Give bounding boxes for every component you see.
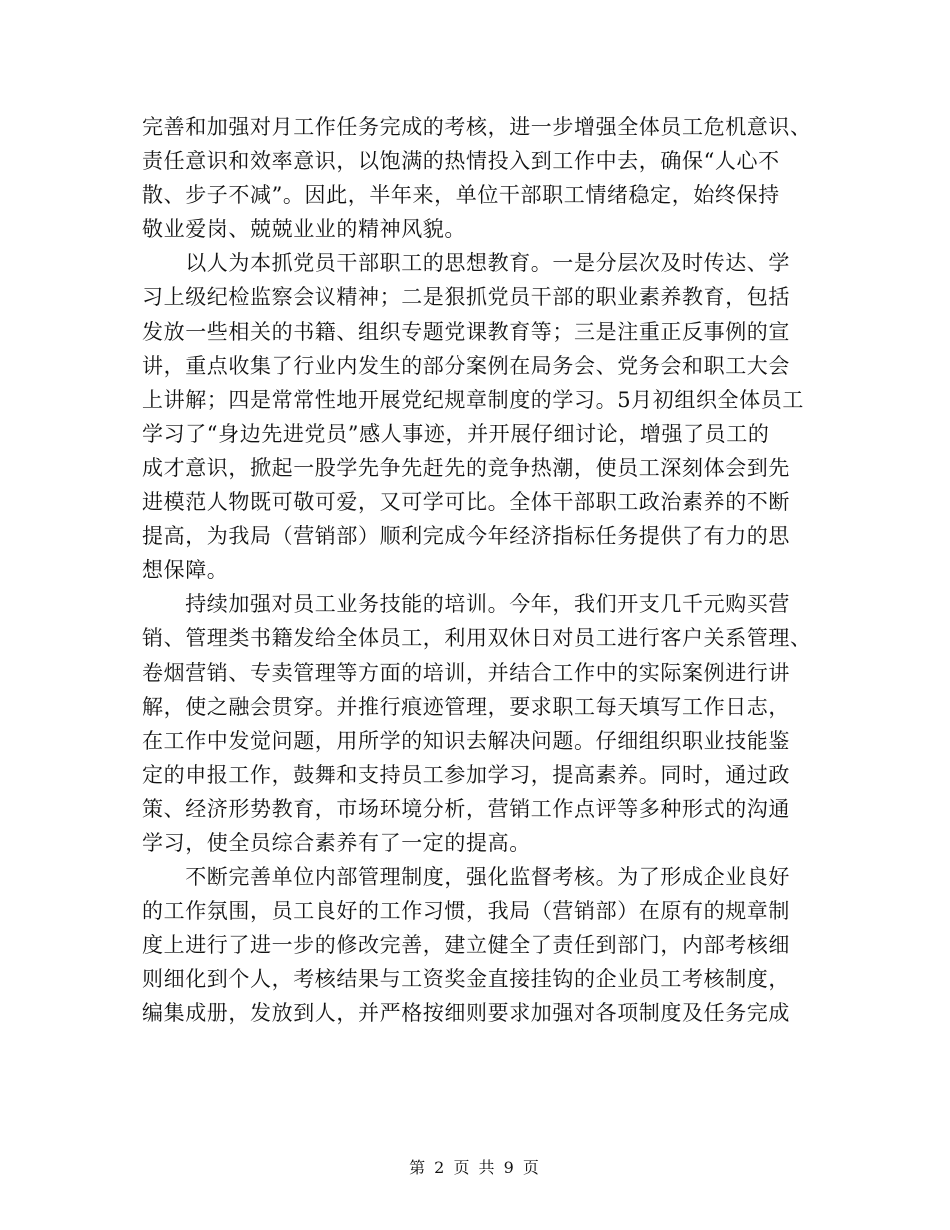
text-line: 讲，重点收集了行业内发生的部分案例在局务会、党务会和职工大会 xyxy=(142,353,790,378)
text-line: 持续加强对员工业务技能的培训。今年，我们开支几千元购买营 xyxy=(142,592,790,617)
body-text xyxy=(142,110,812,1031)
text-line: 完善和加强对月工作任务完成的考核，进一步增强全体员工危机意识、 xyxy=(142,115,812,139)
text-line: 卷烟营销、专卖管理等方面的培训，并结合工作中的实际案例进行讲 xyxy=(142,660,790,685)
text-line: 度上进行了进一步的修改完善，建立健全了责任到部门，内部考核细 xyxy=(142,933,790,958)
text-line: 提高，为我局（营销部）顺利完成今年经济指标任务提供了有力的思 xyxy=(142,524,790,549)
text-line: 在工作中发觉问题，用所学的知识去解决问题。仔细组织职业技能鉴 xyxy=(142,728,790,753)
text-line: 发放一些相关的书籍、组织专题党课教育等；三是注重正反事例的宣 xyxy=(142,319,790,344)
text-line: 进模范人物既可敬可爱，又可学可比。全体干部职工政治素养的不断 xyxy=(142,490,790,515)
text-line: 责任意识和效率意识，以饱满的热情投入到工作中去，确保“人心不 xyxy=(142,149,780,174)
text-line: 定的申报工作，鼓舞和支持员工参加学习，提高素养。同时，通过政 xyxy=(142,762,790,787)
text-line: 不断完善单位内部管理制度，强化监督考核。为了形成企业良好 xyxy=(142,865,790,890)
text-line: 的工作氛围，员工良好的工作习惯，我局（营销部）在原有的规章制 xyxy=(142,899,790,924)
text-line: 策、经济形势教育，市场环境分析，营销工作点评等多种形式的沟通 xyxy=(142,796,790,821)
text-line: 学习了“身边先进党员”感人事迹，并开展仔细讨论，增强了员工的 xyxy=(142,421,770,446)
text-line: 编集成册，发放到人，并严格按细则要求加强对各项制度及任务完成 xyxy=(142,1001,790,1026)
page-number-footer: 第 2 页 共 9 页 xyxy=(409,1158,541,1177)
text-line: 以人为本抓党员干部职工的思想教育。一是分层次及时传达、学 xyxy=(142,251,790,276)
text-line: 解，使之融会贯穿。并推行痕迹管理，要求职工每天填写工作日志， xyxy=(142,694,790,719)
text-line: 想保障。 xyxy=(142,558,229,583)
text-line: 成才意识，掀起一股学先争先赶先的竞争热潮，使员工深刻体会到先 xyxy=(142,455,790,480)
text-line: 敬业爱岗、兢兢业业的精神风貌。 xyxy=(142,217,466,242)
text-line: 学习，使全员综合素养有了一定的提高。 xyxy=(142,830,531,855)
text-line: 散、步子不减”。因此，半年来，单位干部职工情绪稳定，始终保持 xyxy=(142,183,780,208)
text-line: 则细化到个人，考核结果与工资奖金直接挂钩的企业员工考核制度， xyxy=(142,967,790,992)
text-line: 上讲解；四是常常性地开展党纪规章制度的学习。5月初组织全体员工 xyxy=(142,387,804,412)
text-line: 习上级纪检监察会议精神；二是狠抓党员干部的职业素养教育，包括 xyxy=(142,285,790,310)
text-line: 销、管理类书籍发给全体员工，利用双休日对员工进行客户关系管理、 xyxy=(142,626,812,651)
